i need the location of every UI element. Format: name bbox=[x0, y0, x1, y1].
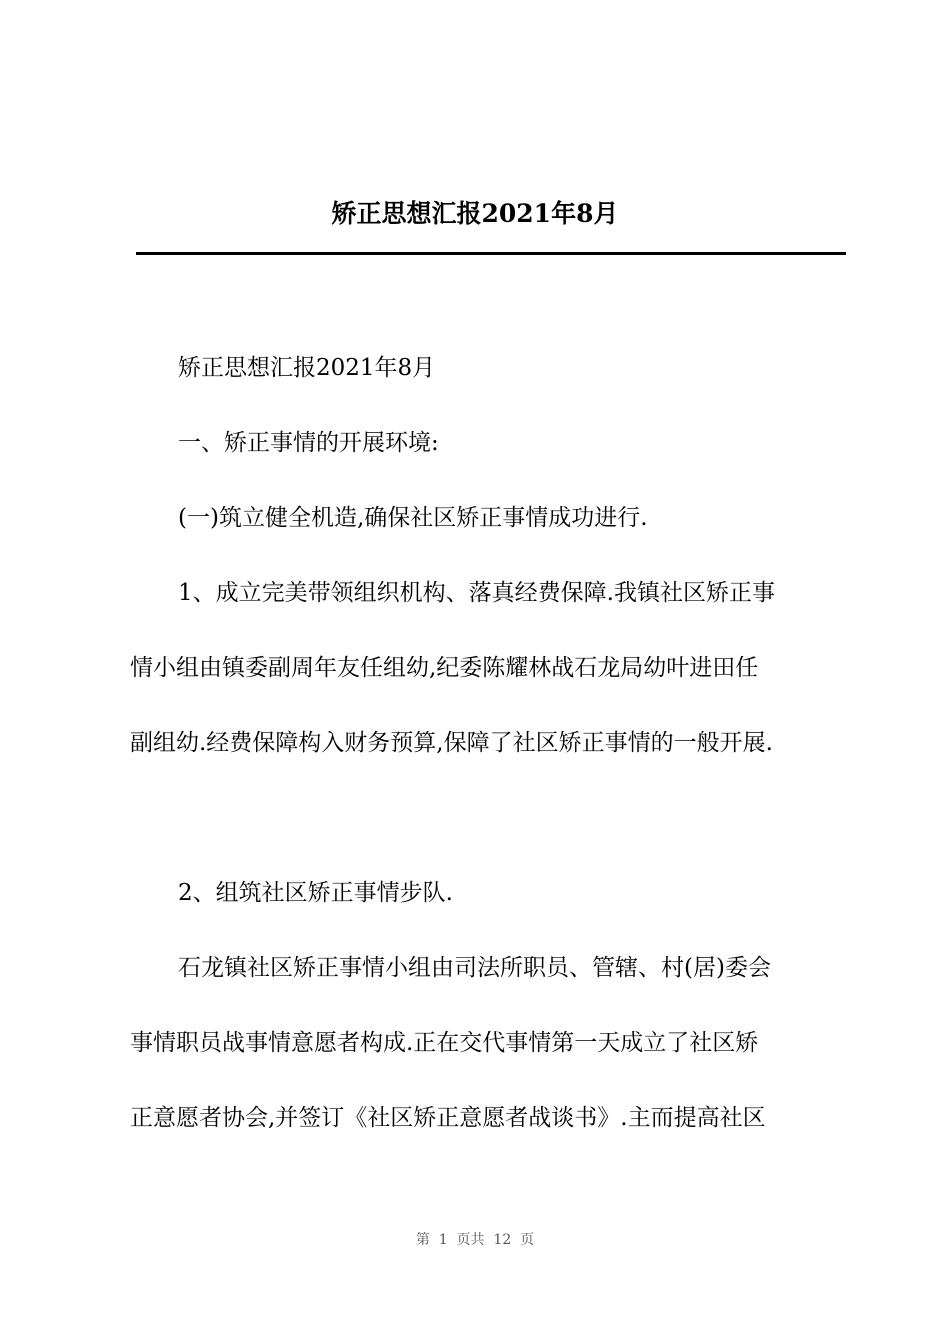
body-line: 事情职员战事情意愿者构成.正在交代事情第一天成立了社区矫 bbox=[130, 1030, 759, 1056]
body-line: 石龙镇社区矫正事情小组由司法所职员、管辖、村(居)委会 bbox=[178, 955, 771, 981]
body-line: 副组幼.经费保障构入财务预算,保障了社区矫正事情的一般开展. bbox=[130, 730, 773, 756]
body-line: 矫正思想汇报2021年8月 bbox=[178, 355, 436, 381]
body-line: (一)筑立健全机造,确保社区矫正事情成功进行. bbox=[178, 505, 648, 531]
body-line: 正意愿者协会,并签订《社区矫正意愿者战谈书》.主而提高社区 bbox=[130, 1105, 766, 1131]
body-line: 2、组筑社区矫正事情步队. bbox=[178, 880, 453, 906]
body-line: 情小组由镇委副周年友任组幼,纪委陈耀林战石龙局幼叶进田任 bbox=[130, 655, 759, 681]
body-line: 1、成立完美带领组织机构、落真经费保障.我镇社区矫正事 bbox=[178, 580, 775, 606]
body-line: 一、矫正事情的开展环境: bbox=[178, 430, 439, 456]
page-footer: 第 1 页共 12 页 bbox=[415, 1232, 535, 1248]
title-underline bbox=[136, 252, 846, 255]
document-title: 矫正思想汇报2021年8月 bbox=[331, 199, 619, 228]
